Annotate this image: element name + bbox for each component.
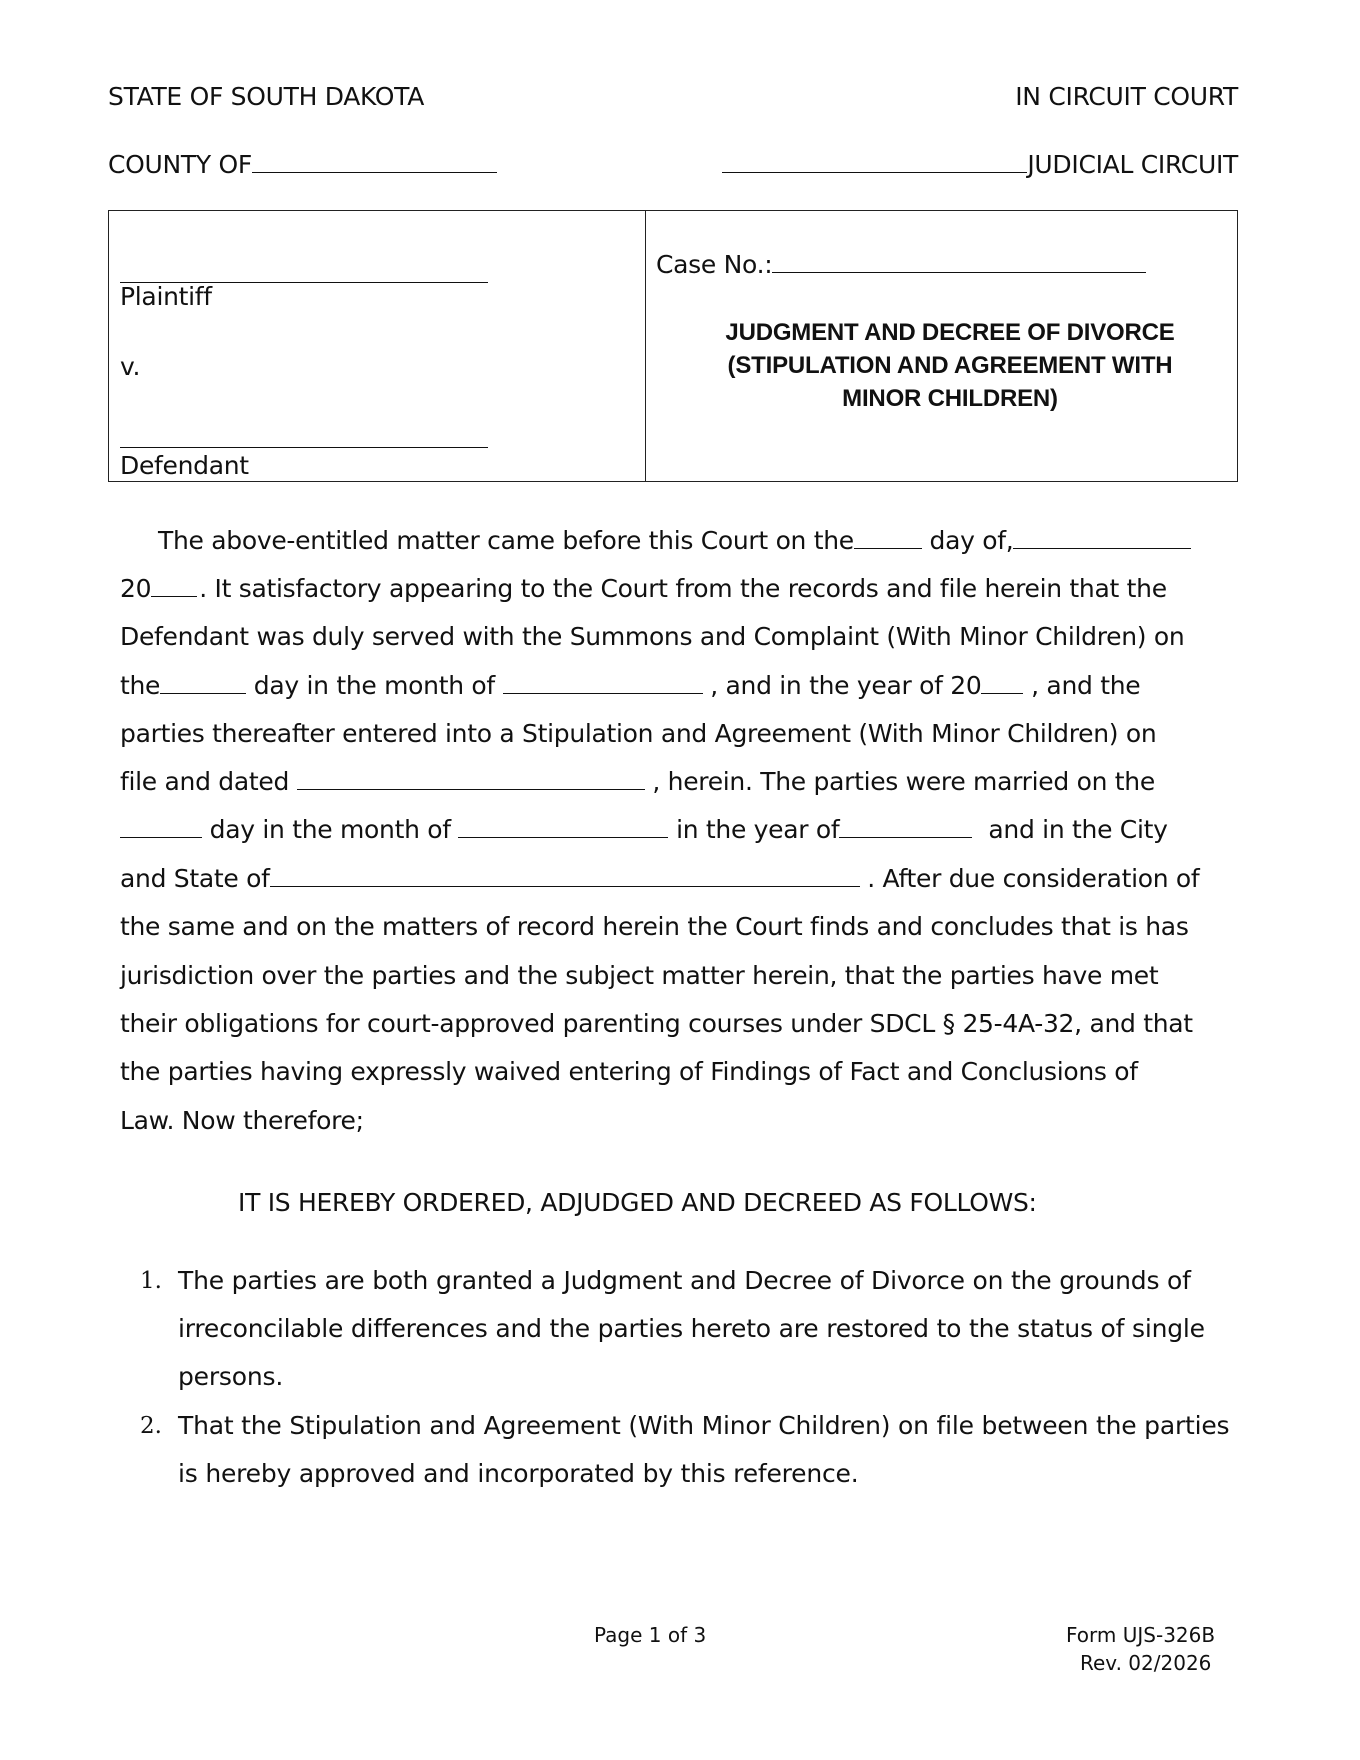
caption-divider bbox=[645, 210, 646, 482]
hearing-day-blank[interactable] bbox=[854, 526, 922, 549]
versus-label: v. bbox=[120, 352, 141, 381]
marriage-day-blank[interactable] bbox=[120, 815, 202, 838]
list-number: 1. bbox=[140, 1268, 162, 1294]
list-item-1-line-1: The parties are both granted a Judgment and Decree of Divorce on the grounds of bbox=[178, 1266, 1191, 1295]
body-text: , herein. The parties were married on the bbox=[644, 767, 1155, 796]
body-text: day in the month of bbox=[246, 671, 503, 700]
list-item-1-line-3: persons. bbox=[178, 1362, 284, 1391]
body-line-12: the parties having expressly waived entering of Findings of Fact and Conclusions of bbox=[120, 1057, 1138, 1086]
body-line-6 bbox=[120, 767, 1155, 797]
body-line-1 bbox=[158, 526, 1191, 556]
county-blank[interactable] bbox=[252, 150, 497, 173]
body-line-7 bbox=[120, 815, 1168, 845]
body-text: It satisfactory appearing to the Court from the records and file herein that the bbox=[214, 574, 1167, 603]
body-text: , and in the year of 20 bbox=[702, 671, 982, 700]
body-text: in the year of bbox=[668, 815, 840, 844]
body-text: 20 bbox=[120, 574, 152, 603]
body-line-8 bbox=[120, 864, 1199, 894]
revision-date: Rev. 02/2026 bbox=[1080, 1651, 1212, 1675]
document-title bbox=[700, 316, 1200, 415]
court-heading: IN CIRCUIT COURT bbox=[1015, 82, 1238, 111]
marriage-month-blank[interactable] bbox=[458, 815, 668, 838]
body-line-5: parties thereafter entered into a Stipulation and Agreement (With Minor Children) on bbox=[120, 719, 1157, 748]
defendant-name-line[interactable] bbox=[120, 447, 488, 448]
stipulation-date-blank[interactable] bbox=[297, 767, 645, 790]
list-item-2-line-2: is hereby approved and incorporated by this reference. bbox=[178, 1459, 859, 1488]
body-line-11: their obligations for court-approved parenting courses under SDCL § 25-4A-32, and that bbox=[120, 1009, 1193, 1038]
body-text: The above-entitled matter came before this Court on the bbox=[158, 526, 854, 555]
body-line-10: jurisdiction over the parties and the subject matter herein, that the parties have met bbox=[120, 961, 1159, 990]
hearing-year-blank[interactable] bbox=[151, 574, 197, 597]
title-line-1: JUDGMENT AND DECREE OF DIVORCE bbox=[725, 319, 1175, 346]
defendant-label: Defendant bbox=[120, 451, 249, 480]
circuit-line bbox=[722, 150, 1238, 180]
marriage-year-blank[interactable] bbox=[839, 815, 972, 838]
marriage-city-state-blank[interactable] bbox=[270, 864, 860, 887]
list-item-1-line-2: irreconcilable differences and the parties hereto are restored to the status of single bbox=[178, 1314, 1205, 1343]
body-text: file and dated bbox=[120, 767, 297, 796]
body-text: and State of bbox=[120, 864, 270, 893]
page-number: Page 1 of 3 bbox=[594, 1623, 707, 1647]
service-year-blank[interactable] bbox=[981, 671, 1023, 694]
body-text: , and the bbox=[1023, 671, 1141, 700]
circuit-label: JUDICIAL CIRCUIT bbox=[1027, 150, 1238, 179]
plaintiff-label: Plaintiff bbox=[120, 282, 212, 311]
state-heading: STATE OF SOUTH DAKOTA bbox=[108, 82, 424, 111]
list-number: 2. bbox=[140, 1413, 162, 1439]
county-label: COUNTY OF bbox=[108, 150, 252, 179]
form-number: Form UJS-326B bbox=[1066, 1623, 1216, 1647]
ordered-heading: IT IS HEREBY ORDERED, ADJUDGED AND DECREED AS FOLLOWS: bbox=[238, 1188, 1037, 1217]
title-line-2: (STIPULATION AND AGREEMENT WITH bbox=[727, 352, 1173, 379]
body-text: . bbox=[199, 574, 215, 603]
case-number-label: Case No.: bbox=[656, 250, 773, 279]
title-line-3: MINOR CHILDREN) bbox=[842, 385, 1058, 412]
body-text: . After due consideration of bbox=[859, 864, 1200, 893]
service-day-blank[interactable] bbox=[160, 671, 246, 694]
case-number-line bbox=[656, 250, 1146, 280]
case-number-blank[interactable] bbox=[772, 250, 1146, 273]
body-line-13: Law. Now therefore; bbox=[120, 1106, 364, 1135]
service-month-blank[interactable] bbox=[503, 671, 703, 694]
body-text: the bbox=[120, 671, 161, 700]
body-text: day of, bbox=[921, 526, 1014, 555]
county-line bbox=[108, 150, 497, 180]
body-text: and in the City bbox=[988, 815, 1168, 844]
hearing-month-blank[interactable] bbox=[1013, 526, 1191, 549]
list-item-2-line-1: That the Stipulation and Agreement (With Minor Children) on file between the parties bbox=[178, 1411, 1230, 1440]
body-line-4 bbox=[120, 671, 1140, 701]
body-text: day in the month of bbox=[202, 815, 459, 844]
body-line-2 bbox=[120, 574, 1167, 604]
circuit-blank[interactable] bbox=[722, 150, 1027, 173]
body-line-3: Defendant was duly served with the Summons and Complaint (With Minor Children) on bbox=[120, 622, 1185, 651]
body-line-9: the same and on the matters of record herein the Court finds and concludes that is has bbox=[120, 912, 1189, 941]
